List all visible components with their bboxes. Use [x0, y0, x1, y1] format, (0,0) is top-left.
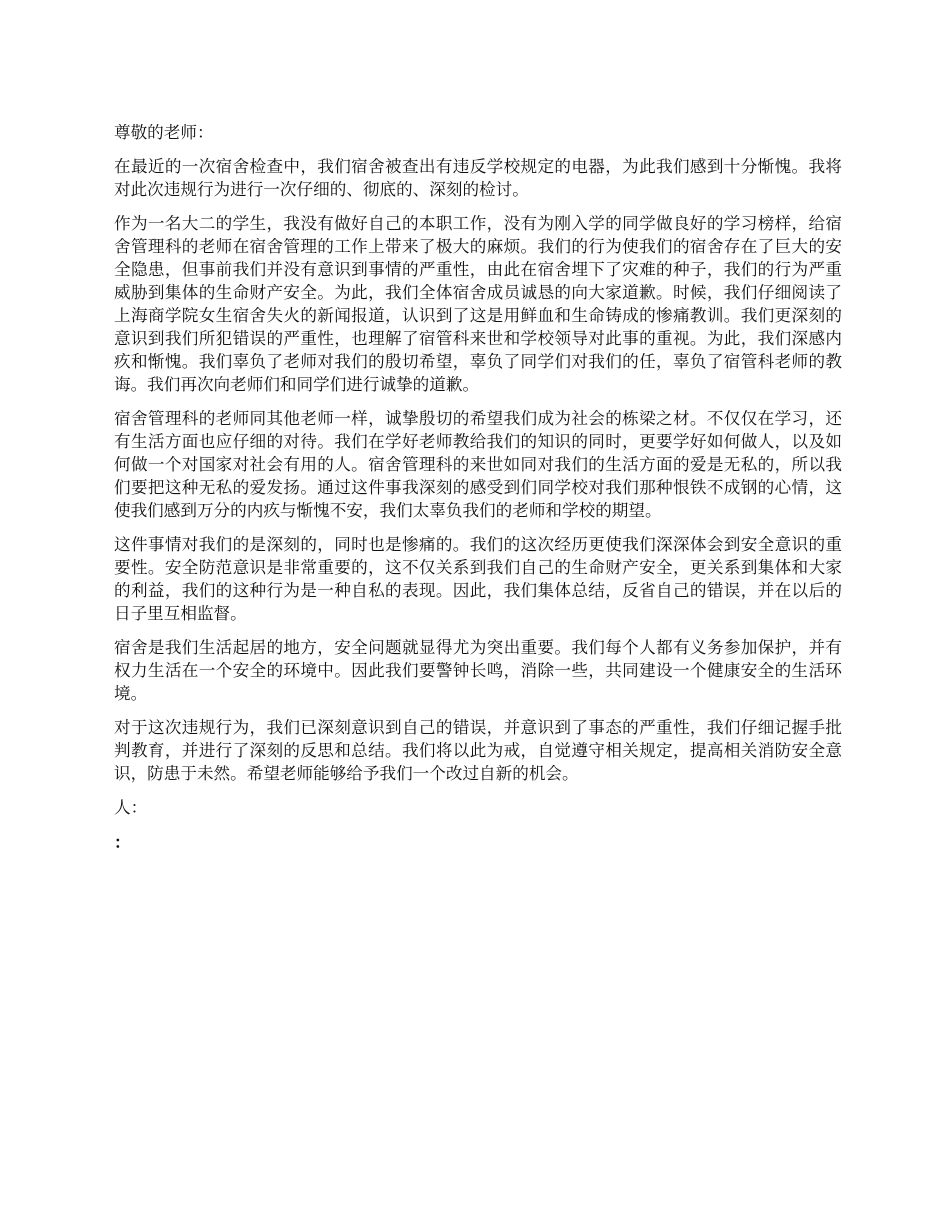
date-line: ： [114, 832, 131, 852]
paragraph-1: 在最近的一次宿舍检查中，我们宿舍被查出有违反学校规定的电器，为此我们感到十分惭愧。我将对此次违规行为进行一次仔细的、彻底的、深刻的检讨。 [114, 157, 842, 199]
paragraph-3: 宿舍管理科的老师同其他老师一样，诚挚殷切的希望我们成为社会的栋梁之材。不仅仅在学习，还有生活方面也应仔细的对待。我们在学好老师教给我们的知识的同时，更要学好如何做人，以及如何做一个对国家对社会有用的人。宿舍管理科的来世如同对我们的生活方面的爱是无私的，所以我们要把这种无私的爱发扬。通过这件事我深刻的感受到们同学校对我们那种恨铁不成钢的心情，这使我们感到万分的内疚与惭愧不安，我们太辜负我们的老师和学校的期望。 [114, 409, 842, 520]
paragraph-4: 这件事情对我们的是深刻的，同时也是惨痛的。我们的这次经历更使我们深深体会到安全意识的重要性。安全防范意识是非常重要的，这不仅关系到我们自己的生命财产安全，更关系到集体和大家的利益，我们的这种行为是一种自私的表现。因此，我们集体总结，反省自己的错误，并在以后的日子里互相监督。 [114, 535, 842, 623]
letter-body [114, 121, 842, 854]
paragraph-6: 对于这次违规行为，我们已深刻意识到自己的错误，并意识到了事态的严重性，我们仔细记握手批判教育，并进行了深刻的反思和总结。我们将以此为戒，自觉遵守相关规定，提高相关消防安全意识，防患于未然。希望老师能够给予我们一个改过自新的机会。 [114, 718, 842, 783]
salutation: 尊敬的老师： [114, 123, 214, 142]
signature-line: 人： [114, 798, 148, 817]
paragraph-2: 作为一名大二的学生，我没有做好自己的本职工作，没有为刚入学的同学做良好的学习榜样，给宿舍管理科的老师在宿舍管理的工作上带来了极大的麻烦。我们的行为使我们的宿舍存在了巨大的安全隐患，但事前我们并没有意识到事情的严重性，由此在宿舍埋下了灾难的种子，我们的行为严重威胁到集体的生命财产安全。为此，我们全体宿舍成员诚恳的向大家道歉。时候，我们仔细阅读了上海商学院女生宿舍失火的新闻报道，认识到了这是用鲜血和生命铸成的惨痛教训。我们更深刻的意识到我们所犯错误的严重性，也理解了宿管科来世和学校领导对此事的重视。为此，我们深感内疚和惭愧。我们辜负了老师对我们的殷切希望，辜负了同学们对我们的任，辜负了宿管科老师的教诲。我们再次向老师们和同学们进行诚挚的道歉。 [114, 214, 842, 394]
paragraph-5: 宿舍是我们生活起居的地方，安全问题就显得尤为突出重要。我们每个人都有义务参加保护，并有权力生活在一个安全的环境中。因此我们要警钟长鸣，消除一些，共同建设一个健康安全的生活环境。 [114, 638, 842, 703]
